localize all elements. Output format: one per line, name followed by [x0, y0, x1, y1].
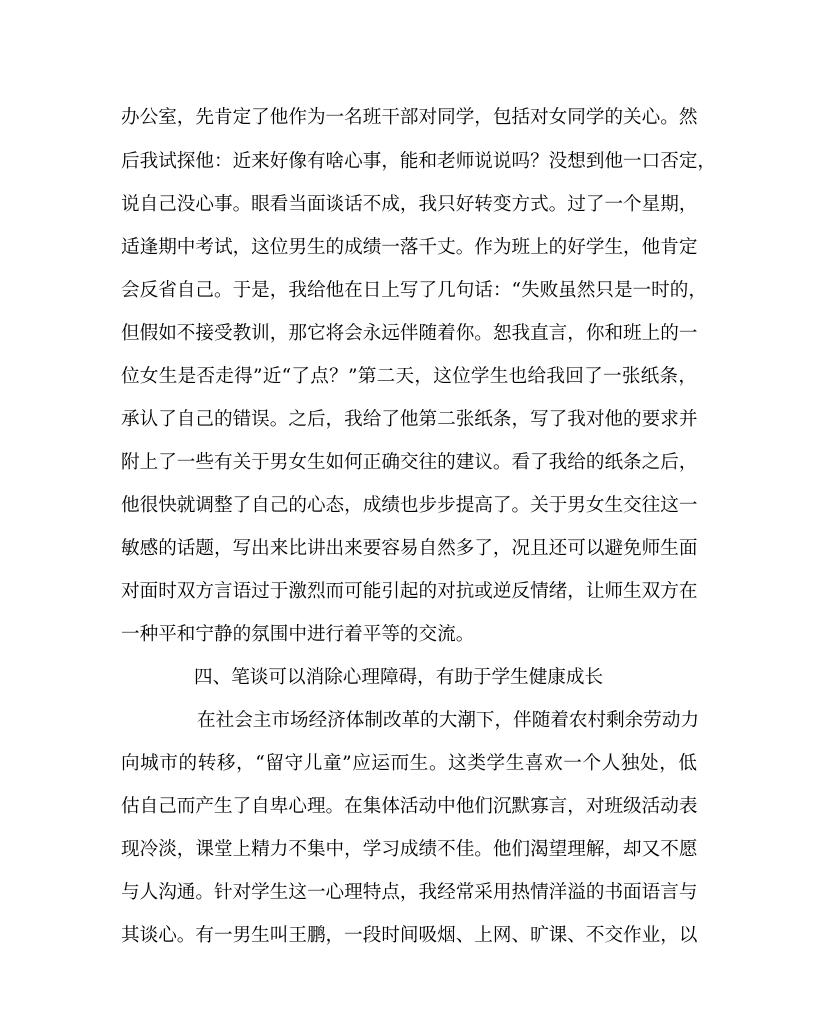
paragraph-1-line-5: 会反省自己。于是，我给他在日上写了几句话：“失败虽然只是一时的，	[121, 280, 707, 301]
paragraph-1-line-10: 他很快就调整了自己的心态，成绩也步步提高了。关于男女生交往这一	[121, 495, 698, 516]
paragraph-1-line-11: 敏感的话题，写出来比讲出来要容易自然多了，况且还可以避免师生面	[121, 538, 698, 559]
paragraph-1-line-4: 适逢期中考试，这位男生的成绩一落千丈。作为班上的好学生，他肯定	[121, 237, 698, 258]
section-heading: 四、笔谈可以消除心理障碍，有助于学生健康成长	[194, 667, 604, 688]
paragraph-2-line-1: 在社会主市场经济体制改革的大潮下，伴随着农村剩余劳动力	[197, 710, 700, 731]
paragraph-2-line-6: 其谈心。有一男生叫王鹏，一段时间吸烟、上网、旷课、不交作业，以	[121, 925, 698, 946]
paragraph-1-line-9: 附上了一些有关于男女生如何正确交往的建议。看了我给的纸条之后，	[121, 452, 698, 473]
paragraph-1-line-2: 后我试探他：近来好像有啥心事，能和老师说说吗？没想到他一口否定，	[121, 151, 717, 172]
paragraph-1-line-6: 但假如不接受教训，那它将会永远伴随着你。恕我直言，你和班上的一	[121, 323, 698, 344]
paragraph-1-line-3: 说自己没心事。眼看当面谈话不成，我只好转变方式。过了一个星期，	[121, 194, 698, 215]
paragraph-2-line-4: 现冷淡，课堂上精力不集中，学习成绩不佳。他们渴望理解，却又不愿	[121, 839, 698, 860]
paragraph-1-line-7: 位女生是否走得”近“了点？”第二天，这位学生也给我回了一张纸条，	[121, 366, 697, 387]
paragraph-2-line-2: 向城市的转移，“留守儿童”应运而生。这类学生喜欢一个人独处，低	[121, 753, 697, 774]
paragraph-2-line-3: 估自己而产生了自卑心理。在集体活动中他们沉默寡言，对班级活动表	[121, 796, 698, 817]
paragraph-2-line-5: 与人沟通。针对学生这一心理特点，我经常采用热情洋溢的书面语言与	[121, 882, 698, 903]
paragraph-1-line-8: 承认了自己的错误。之后，我给了他第二张纸条，写了我对他的要求并	[121, 409, 698, 430]
paragraph-1-line-12: 对面时双方言语过于激烈而可能引起的对抗或逆反情绪，让师生双方在	[121, 581, 698, 602]
paragraph-1-line-13: 一种平和宁静的氛围中进行着平等的交流。	[121, 624, 475, 645]
paragraph-1-line-1: 办公室，先肯定了他作为一名班干部对同学，包括对女同学的关心。然	[121, 107, 698, 128]
